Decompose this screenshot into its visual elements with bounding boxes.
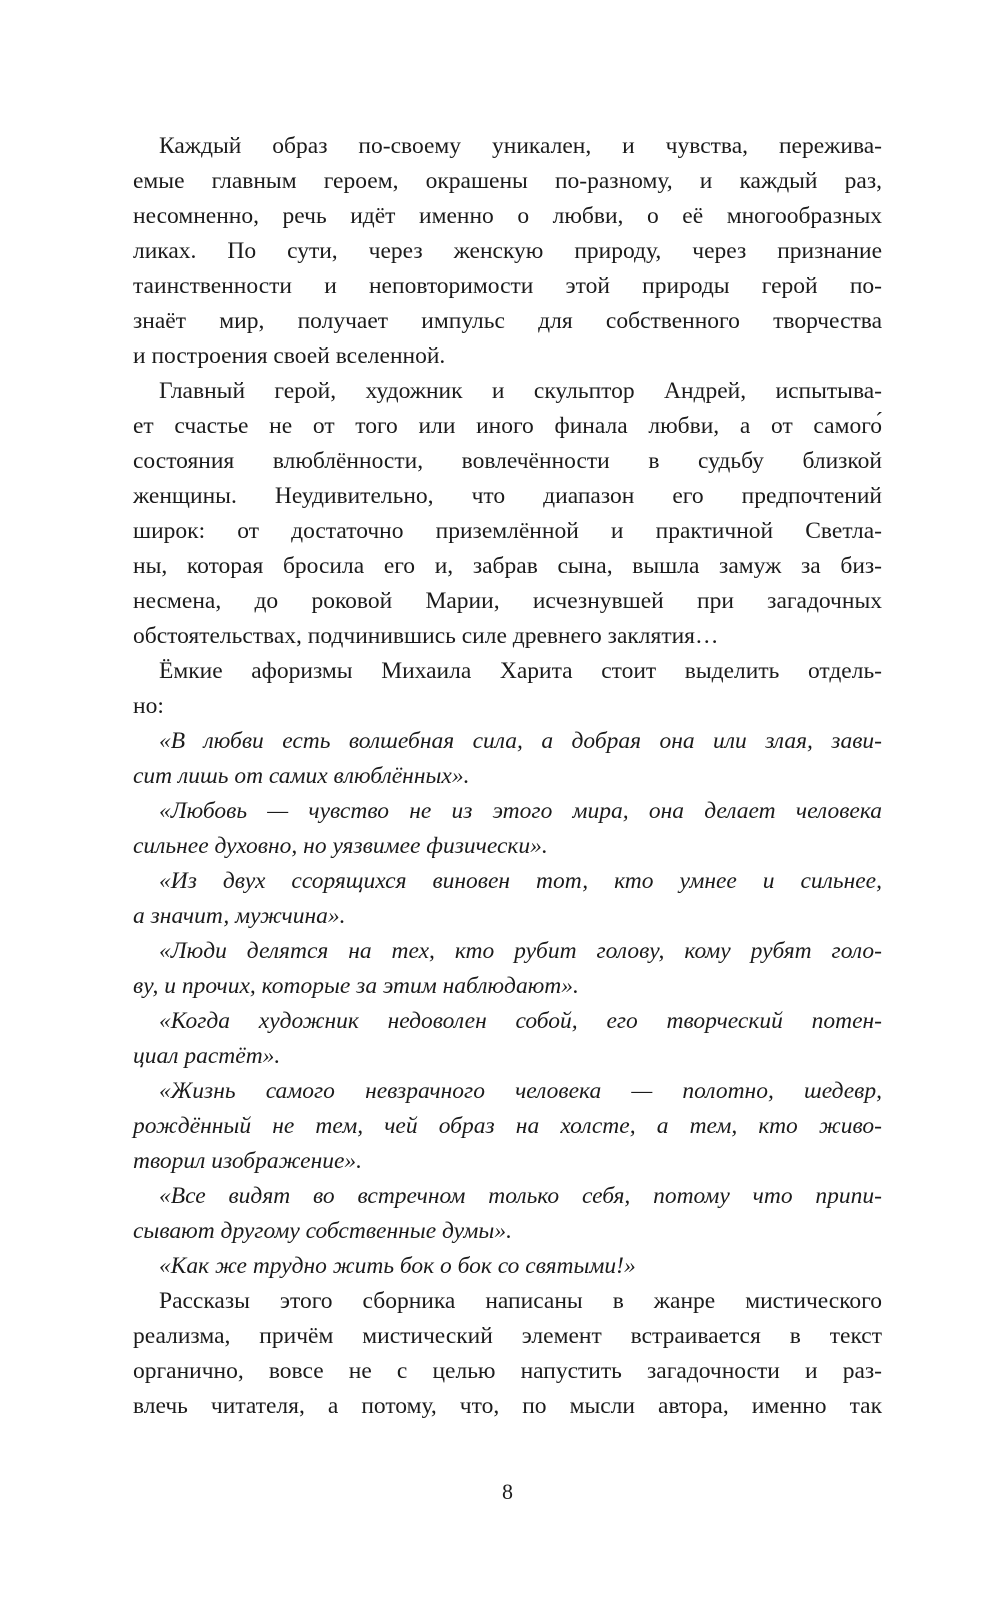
- paragraph: [133, 654, 882, 724]
- text-line: рождённый не тем, чей образ на холсте, а тем, кто живо-: [133, 1113, 882, 1139]
- text-line: и построения своей вселенной.: [133, 343, 446, 369]
- text-line: емые главным героем, окрашены по-разному, и каждый раз,: [133, 168, 882, 194]
- text-line: женщины. Неудивительно, что диапазон его предпочтений: [133, 483, 882, 509]
- text-line: «Любовь — чувство не из этого мира, она делает человека: [159, 798, 882, 824]
- text-line: реализма, причём мистический элемент встраивается в текст: [133, 1323, 882, 1349]
- text-line: сильнее духовно, но уязвимее физически».: [133, 833, 548, 859]
- text-line: Каждый образ по-своему уникален, и чувства, пережива-: [159, 133, 882, 159]
- text-line: «Из двух ссорящихся виновен тот, кто умнее и сильнее,: [159, 868, 882, 894]
- paragraph: [133, 129, 882, 374]
- paragraph: [133, 1074, 882, 1179]
- text-line: «Когда художник недоволен собой, его творческий потен-: [159, 1008, 882, 1034]
- paragraph: [133, 794, 882, 864]
- text-line: Рассказы этого сборника написаны в жанре мистического: [159, 1288, 882, 1314]
- text-line: сит лишь от самих влюблённых».: [133, 763, 470, 789]
- text-line: творил изображение».: [133, 1148, 363, 1174]
- text-line: «В любви есть волшебная сила, а добрая она или злая, зави-: [159, 728, 882, 754]
- text-line: широк: от достаточно приземлённой и практичной Светла-: [133, 518, 882, 544]
- text-line: несмена, до роковой Марии, исчезнувшей при загадочных: [133, 588, 882, 614]
- text-line: «Жизнь самого невзрачного человека — полотно, шедевр,: [159, 1078, 882, 1104]
- text-line: «Люди делятся на тех, кто рубит голову, кому рубят голо-: [159, 938, 882, 964]
- text-line: ликах. По сути, через женскую природу, через признание: [133, 238, 882, 264]
- text-line: ву, и прочих, которые за этим наблюдают».: [133, 973, 579, 999]
- text-line: но:: [133, 693, 164, 719]
- text-line: обстоятельствах, подчинившись силе древнего заклятия…: [133, 623, 719, 649]
- paragraph: [133, 864, 882, 934]
- paragraph: [133, 1179, 882, 1249]
- text-line: «Как же трудно жить бок о бок со святыми!»: [159, 1253, 636, 1279]
- text-column: [133, 129, 882, 1424]
- page-number: 8: [502, 1479, 513, 1504]
- text-line: сывают другому собственные думы».: [133, 1218, 512, 1244]
- text-line: несомненно, речь идёт именно о любви, о её многообразных: [133, 203, 882, 229]
- paragraph: [133, 1284, 882, 1424]
- text-line: ет счастье не от того или иного финала любви, а от самого́: [133, 413, 882, 439]
- paragraph: [133, 1249, 882, 1284]
- paragraph: [133, 934, 882, 1004]
- text-line: а значит, мужчина».: [133, 903, 346, 929]
- paragraph: [133, 374, 882, 654]
- paragraph: [133, 724, 882, 794]
- text-line: знаёт мир, получает импульс для собственного творчества: [133, 308, 882, 334]
- text-line: таинственности и неповторимости этой природы герой по-: [133, 273, 882, 299]
- text-line: влечь читателя, а потому, что, по мысли автора, именно так: [133, 1393, 882, 1419]
- text-line: органично, вовсе не с целью напустить загадочности и раз-: [133, 1358, 882, 1384]
- paragraph: [133, 1004, 882, 1074]
- text-line: «Все видят во встречном только себя, потому что припи-: [159, 1183, 882, 1209]
- text-line: состояния влюблённости, вовлечённости в судьбу близкой: [133, 448, 882, 474]
- text-line: циал растёт».: [133, 1043, 281, 1069]
- text-line: Ёмкие афоризмы Михаила Харита стоит выделить отдель-: [159, 658, 882, 684]
- text-line: Главный герой, художник и скульптор Андрей, испытыва-: [159, 378, 882, 404]
- text-line: ны, которая бросила его и, забрав сына, вышла замуж за биз-: [133, 553, 882, 579]
